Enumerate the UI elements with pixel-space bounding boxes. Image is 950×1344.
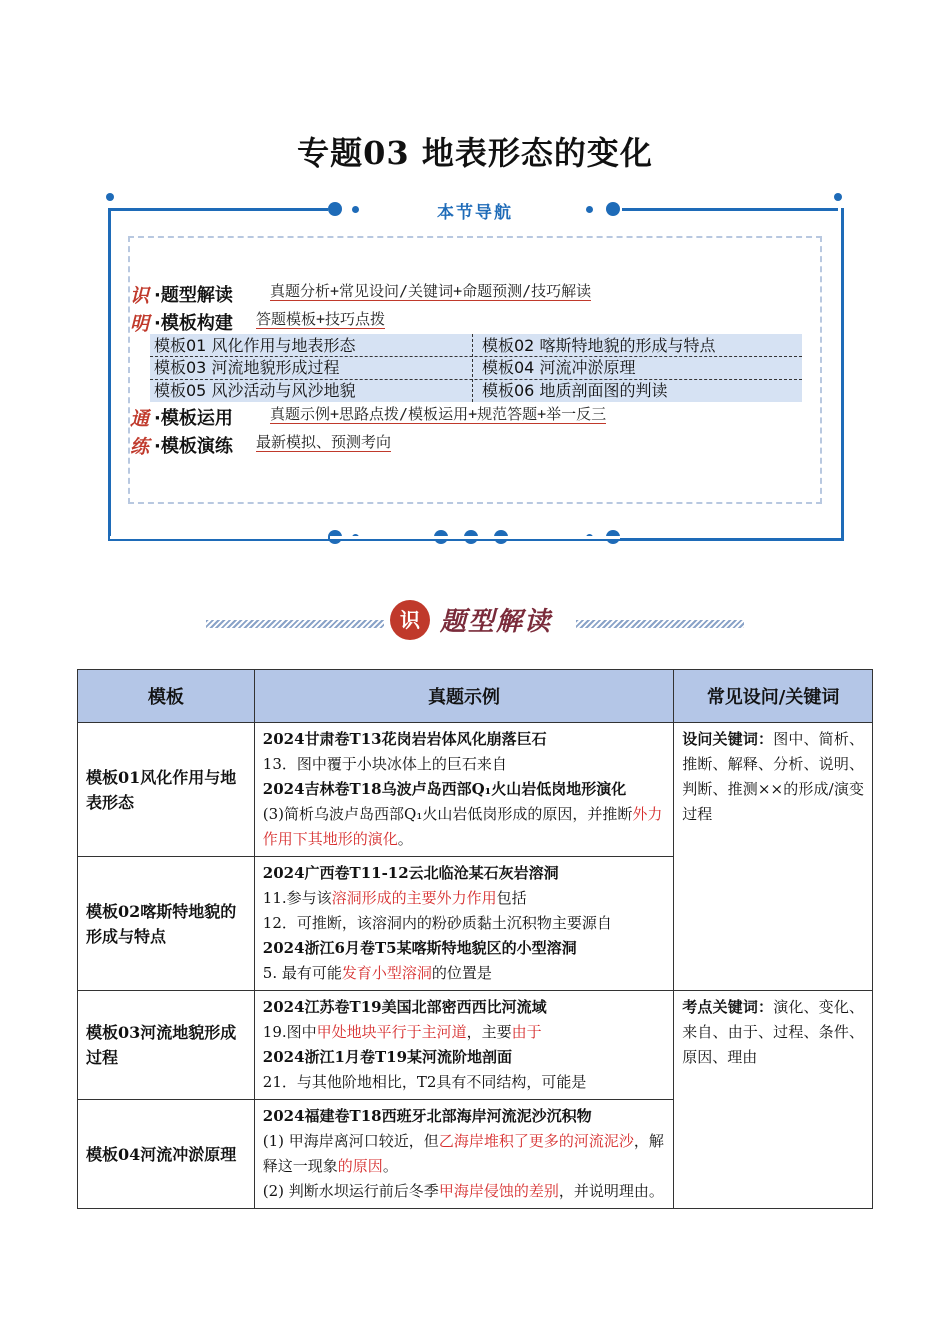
example-line (263, 911, 665, 936)
highlight-keyword: 由于 (511, 1023, 542, 1041)
nav-dot (586, 206, 593, 213)
template-item: 模板05 风沙活动与风沙地貌 (154, 381, 356, 400)
side-char-ming: 明 (130, 313, 150, 335)
nav-dot (106, 193, 114, 201)
nav-topline-right (622, 208, 838, 211)
example-source: 2024吉林卷T18乌波卢岛西部Q₁火山岩低岗地形演化 (262, 780, 627, 798)
highlight-keyword: 甲处地块平行于主河道 (316, 1023, 467, 1041)
example-line (263, 886, 665, 911)
example-cell (254, 1100, 673, 1209)
question-text: 。 (397, 830, 413, 848)
highlight-keyword: 溶洞形成的主要外力作用 (331, 889, 497, 907)
template-item: 模板02 喀斯特地貌的形成与特点 (482, 336, 716, 355)
side-char-shi: 识 (130, 285, 150, 307)
example-source: 2024广西卷T11-12云北临沧某石灰岩溶洞 (262, 864, 559, 882)
example-line (263, 727, 665, 752)
example-cell (254, 991, 673, 1100)
template-item: 模板03 河流地貌形成过程 (154, 358, 340, 377)
keyword-label: 设问关键词： (682, 730, 774, 748)
question-text: (2) 判断水坝运行前后冬季 (262, 1182, 439, 1200)
table-row (78, 723, 873, 857)
side-char-lian: 练 (130, 436, 150, 458)
example-line (263, 1070, 665, 1095)
nav-desc-yanlian: 最新模拟、预测考向 (256, 433, 392, 451)
nav-desc-yunyong: 真题示例+思路点拨/模板运用+规范答题+举一反三 (270, 405, 607, 423)
nav-dot (606, 202, 620, 216)
header-examples: 真题示例 (254, 670, 673, 723)
nav-dot (352, 206, 359, 213)
template-item: 模板06 地质剖面图的判读 (482, 381, 668, 400)
example-cell (254, 723, 673, 857)
example-source: 2024浙江1月卷T19某河流阶地剖面 (262, 1048, 513, 1066)
question-text: 21．与其他阶地相比，T2具有不同结构，可能是 (262, 1073, 587, 1091)
highlight-keyword: 乙海岸堆积了更多的河流泥沙 (438, 1132, 634, 1150)
question-text: 12．可推断，该溶洞内的粉砂质黏土沉积物主要源自 (262, 914, 612, 932)
example-source: 2024江苏卷T19美国北部密西西比河流域 (262, 998, 547, 1016)
example-source: 2024浙江6月卷T5某喀斯特地貌区的小型溶洞 (262, 939, 577, 957)
template-item: 模板01 风化作用与地表形态 (154, 336, 356, 355)
keyword-label: 考点关键词： (682, 998, 774, 1016)
header-template: 模板 (78, 670, 255, 723)
question-text: 5. 最有可能 (262, 964, 342, 982)
nav-topline-left (108, 208, 328, 211)
example-line (263, 1104, 665, 1129)
table-body (78, 723, 873, 1209)
question-text: (3)简析乌波卢岛西部Q₁火山岩低岗形成的原因，并推断 (262, 805, 633, 823)
example-line (263, 1179, 665, 1204)
banner-stripe-left (206, 620, 384, 628)
nav-gap (330, 536, 620, 539)
nav-label-goujian: ·模板构建 (154, 313, 233, 334)
nav-desc-jiedu: 真题分析+常见设问/关键词+命题预测/技巧解读 (270, 282, 592, 300)
example-cell (254, 857, 673, 991)
nav-heading: 本节导航 (380, 198, 570, 223)
banner-stripe-right (576, 620, 744, 628)
template-item: 模板04 河流冲淤原理 (482, 358, 636, 377)
highlight-keyword: 发育小型溶洞 (341, 964, 432, 982)
template-table (77, 669, 873, 1209)
question-text: ，并说明理由。 (558, 1182, 664, 1200)
template-cell: 模板03河流地貌形成过程 (78, 991, 255, 1100)
question-text: ，主要 (466, 1023, 512, 1041)
nav-label-yanlian: ·模板演练 (154, 436, 233, 457)
side-char-tong: 通 (130, 408, 150, 430)
highlight-keyword: 外力作用下其地形的演化 (262, 805, 663, 848)
question-text: 13．图中覆于小块冰体上的巨石来自 (262, 755, 507, 773)
banner-badge: 识 (390, 600, 430, 640)
template-cell: 模板02喀斯特地貌的形成与特点 (78, 857, 255, 991)
table-row (78, 991, 873, 1100)
template-cell: 模板01风化作用与地表形态 (78, 723, 255, 857)
example-source: 2024甘肃卷T13花岗岩岩体风化崩落巨石 (262, 730, 547, 748)
example-line (263, 1020, 665, 1045)
point-keywords-cell (674, 991, 873, 1209)
question-text: 11.参与该 (262, 889, 332, 907)
grid-divider (472, 334, 473, 402)
nav-dot (328, 202, 342, 216)
example-line (263, 961, 665, 986)
highlight-keyword: 甲海岸侵蚀的差别 (438, 1182, 559, 1200)
example-line (263, 1129, 665, 1179)
example-line (263, 995, 665, 1020)
question-text: (1) 甲海岸离河口较近，但 (262, 1132, 439, 1150)
question-text: ，解释这一现象 (262, 1132, 664, 1175)
example-line (263, 861, 665, 886)
example-line (263, 1045, 665, 1070)
question-text: 的位置是 (431, 964, 492, 982)
header-keywords: 常见设问/关键词 (674, 670, 873, 723)
nav-label-yunyong: ·模板运用 (154, 408, 233, 429)
keyword-text: 演化、变化、来自、由于、过程、条件、原因、理由 (682, 998, 864, 1066)
example-line (263, 802, 665, 852)
nav-dot (834, 193, 842, 201)
nav-label-jiedu: ·题型解读 (154, 285, 233, 306)
question-text: 。 (382, 1157, 398, 1175)
keyword-text: 图中、简析、推断、解释、分析、说明、判断、推测××的形成/演变过程 (682, 730, 864, 823)
example-line (263, 777, 665, 802)
example-line (263, 752, 665, 777)
page-title: 专题03 地表形态的变化 (297, 134, 653, 172)
example-source: 2024福建卷T18西班牙北部海岸河流泥沙沉积物 (262, 1107, 592, 1125)
highlight-keyword: 的原因 (337, 1157, 383, 1175)
nav-gap (110, 536, 328, 539)
nav-desc-goujian: 答题模板+技巧点拨 (256, 310, 386, 328)
question-text: 包括 (496, 889, 527, 907)
banner-title: 题型解读 (440, 607, 553, 637)
example-line (263, 936, 665, 961)
template-cell: 模板04河流冲淤原理 (78, 1100, 255, 1209)
question-text: 19.图中 (262, 1023, 317, 1041)
question-keywords-cell (674, 723, 873, 991)
